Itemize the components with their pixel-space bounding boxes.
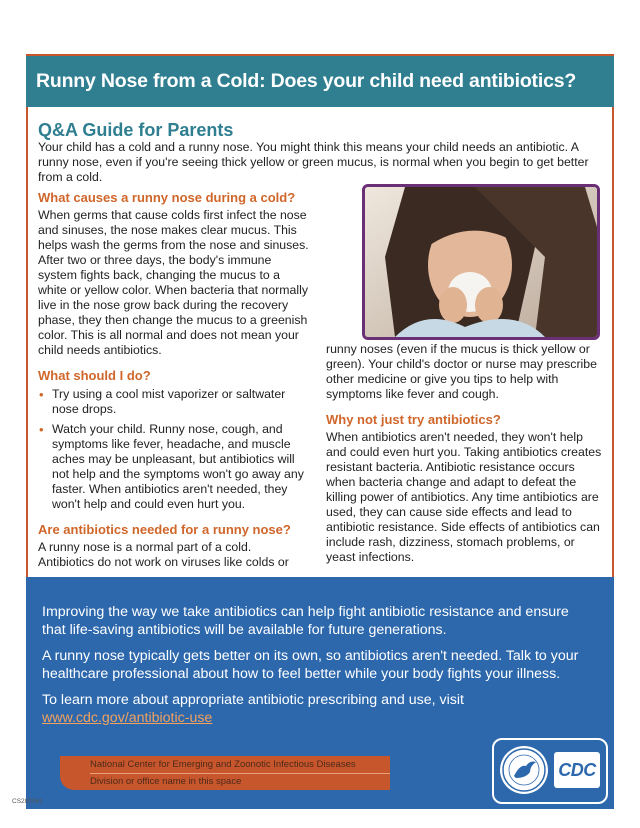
hhs-eagle-icon <box>500 746 548 794</box>
needed-heading: Are antibiotics needed for a runny nose? <box>38 522 291 537</box>
footer-divider <box>90 773 390 774</box>
left-column <box>38 190 310 570</box>
logo-box <box>492 738 608 804</box>
division-name: Division or office name in this space <box>90 776 242 787</box>
list-item: • Try using a cool mist vaporizer or saltwater nose drops. <box>50 387 310 417</box>
needed-text-left: A runny nose is a normal part of a cold. Antibiotics do not work on viruses like colds or <box>38 540 289 569</box>
cdc-logo-text: CDC <box>558 760 596 780</box>
document-code: CS280061 <box>12 798 43 805</box>
why-not-text: When antibiotics aren't needed, they won't help and could even hurt you. Taking antibiotics creates resistant bacteria. Antibiotic resistance occurs when bacteria change and adapt to defeat the killing power of antibiotics. Any time antibiotics are used, they can cause side effects and lead to antibiotic resistance. Side effects of antibiotics can include rash, dizziness, stomach problems, or yeast infections. <box>326 430 602 564</box>
footer-bar <box>60 756 390 790</box>
child-blowing-nose-image <box>365 187 597 337</box>
band-paragraph-2: A runny nose typically gets better on its own, so antibiotics aren't needed. Talk to your healthcare professional about how to feel better while your body fights your illness. <box>42 648 579 682</box>
band-paragraph-1: Improving the way we take antibiotics can help fight antibiotic resistance and ensure that life-saving antibiotics will be available for future generations. <box>42 604 569 638</box>
page-title: Runny Nose from a Cold: Does your child need antibiotics? <box>36 70 577 92</box>
cdc-logo <box>554 752 600 788</box>
left-border <box>26 107 28 577</box>
child-photo <box>362 184 600 340</box>
center-name: National Center for Emerging and Zoonotic Infectious Diseases <box>90 759 356 770</box>
what-to-do-heading: What should I do? <box>38 368 151 383</box>
list-item: • Watch your child. Runny nose, cough, and symptoms like fever, headache, and muscle aches may be unpleasant, but antibiotics will not help and the symptoms won't go away any faster. When antibiotics aren't needed, they won't help and could even hurt you. <box>50 422 310 512</box>
band-paragraph-3-text: To learn more about appropriate antibiotic prescribing and use, visit <box>42 692 464 708</box>
band-paragraph-3 <box>42 691 590 727</box>
causes-text: When germs that cause colds first infect the nose and sinuses, the nose makes clear mucus. This helps wash the germs from the nose and sinuses. After two or three days, the body's immune system fights back, changing the mucus to a white or yellow color. When bacteria that normally live in the nose grow back during the recovery phase, they then change the mucus to a greenish color. This is all normal and does not mean your child needs antibiotics. <box>38 208 309 357</box>
intro-text: Your child has a cold and a runny nose. You might think this means your child needs an antibiotic. A runny nose, even if you're seeing thick yellow or green mucus, is normal when you begin to get better from a cold. <box>38 140 589 184</box>
what-to-do-list <box>38 387 310 512</box>
guide-title: Q&A Guide for Parents <box>38 120 234 140</box>
causes-heading: What causes a runny nose during a cold? <box>38 190 296 205</box>
right-column <box>326 342 606 565</box>
needed-text-right: runny noses (even if the mucus is thick yellow or green). Your child's doctor or nurse may prescribe other medicine or give you tips to help with symptoms like fever and cough. <box>326 342 597 401</box>
cdc-link[interactable]: www.cdc.gov/antibiotic-use <box>42 710 213 726</box>
hhs-seal-icon <box>500 746 548 794</box>
title-band <box>26 56 614 107</box>
why-not-heading: Why not just try antibiotics? <box>326 412 501 427</box>
flyer <box>26 56 614 791</box>
right-border <box>612 107 614 577</box>
